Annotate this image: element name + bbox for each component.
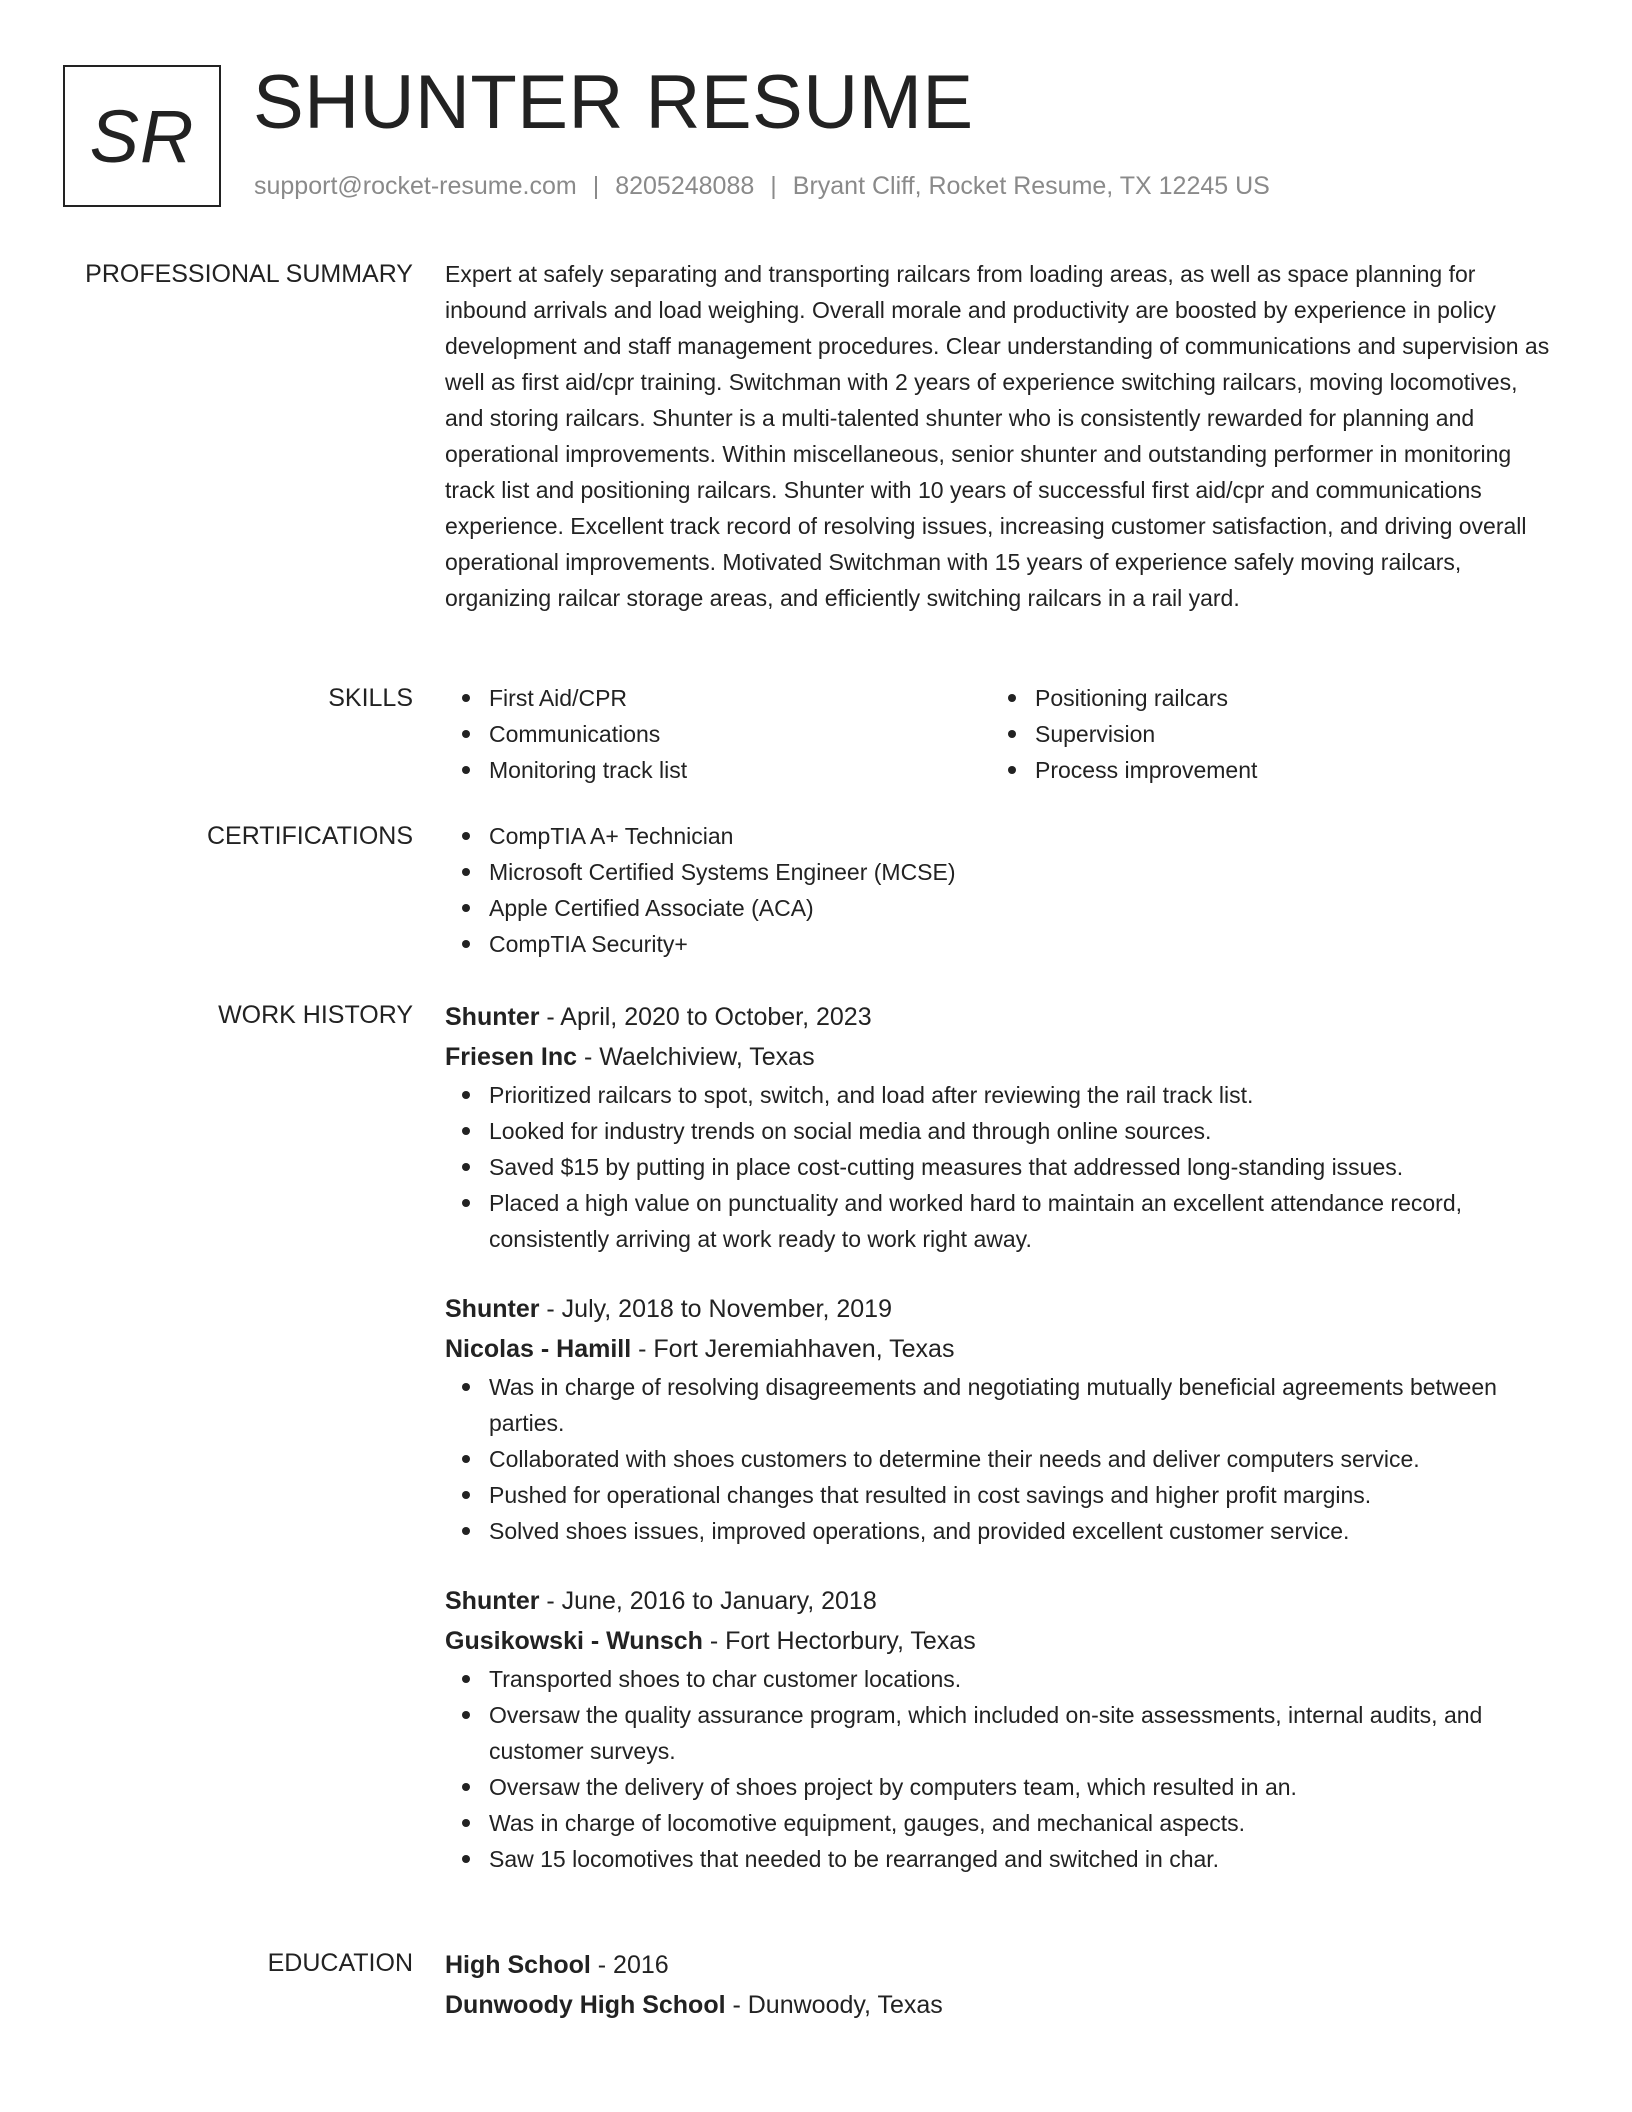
job-entry	[445, 997, 1560, 1257]
education-year: - 2016	[590, 1951, 669, 1979]
job-role: Shunter	[445, 1295, 540, 1323]
job-company: Gusikowski - Wunsch	[445, 1627, 703, 1655]
summary-body	[445, 256, 1560, 616]
job-duty: Placed a high value on punctuality and worked hard to maintain an excellent attendance record, consistently arriving at work ready to work right away.	[489, 1185, 1560, 1257]
job-role: Shunter	[445, 1003, 540, 1031]
contact-address: Bryant Cliff, Rocket Resume, TX 12245 US	[792, 172, 1270, 200]
summary-text: Expert at safely separating and transporting railcars from loading areas, as well as space planning for inbound arrivals and load weighing. Overall morale and productivity are boosted by experience in policy development and staff management procedures. Clear understanding of communications and supervision as well as first aid/cpr training. Switchman with 2 years of experience switching railcars, moving locomotives, and storing railcars. Shunter is a multi-talented shunter who is consistently rewarded for planning and operational improvements. Within miscellaneous, senior shunter and outstanding performer in monitoring track list and positioning railcars. Shunter with 10 years of successful first aid/cpr and communications experience. Excellent track record of resolving issues, increasing customer satisfaction, and driving overall operational improvements. Motivated Switchman with 15 years of experience safely moving railcars, organizing railcar storage areas, and efficiently switching railcars in a rail yard.	[445, 261, 1550, 611]
education-degree-line	[445, 1945, 1560, 1985]
job-location: - Fort Hectorbury, Texas	[702, 1627, 976, 1655]
job-duty: Collaborated with shoes customers to determine their needs and deliver computers service.	[489, 1441, 1560, 1477]
job-duty: Pushed for operational changes that resulted in cost savings and higher profit margins.	[489, 1477, 1560, 1513]
job-company-line	[445, 1037, 1560, 1077]
contact-separator: |	[592, 172, 600, 200]
job-duty: Transported shoes to char customer locations.	[489, 1661, 1560, 1697]
job-dates: - June, 2016 to January, 2018	[539, 1587, 877, 1615]
resume-title: SHUNTER RESUME	[253, 60, 974, 145]
job-duties-list	[445, 1369, 1560, 1549]
skill-item: Supervision	[1035, 716, 1537, 752]
job-title-line	[445, 1289, 1560, 1329]
education-location: - Dunwoody, Texas	[725, 1991, 943, 2019]
contact-line	[254, 172, 1270, 201]
job-duty: Saw 15 locomotives that needed to be rearranged and switched in char.	[489, 1841, 1560, 1877]
job-duty: Oversaw the quality assurance program, which included on-site assessments, internal audits, and customer surveys.	[489, 1697, 1560, 1769]
monogram-logo: SR	[63, 65, 221, 207]
education-degree: High School	[445, 1951, 591, 1979]
job-duty: Was in charge of locomotive equipment, gauges, and mechanical aspects.	[489, 1805, 1560, 1841]
section-title-work-history: WORK HISTORY	[218, 1001, 413, 1029]
job-location: - Waelchiview, Texas	[577, 1043, 815, 1071]
job-duty: Looked for industry trends on social media and through online sources.	[489, 1113, 1560, 1149]
contact-separator: |	[770, 172, 777, 200]
job-duty: Oversaw the delivery of shoes project by computers team, which resulted in an.	[489, 1769, 1560, 1805]
job-location: - Fort Jeremiahhaven, Texas	[631, 1335, 955, 1363]
job-duty: Prioritized railcars to spot, switch, and load after reviewing the rail track list.	[489, 1077, 1560, 1113]
skill-item: Positioning railcars	[1035, 680, 1537, 716]
certifications-body	[445, 818, 1560, 962]
certifications-list	[445, 818, 1560, 962]
job-company: Nicolas - Hamill	[445, 1335, 632, 1363]
job-duties-list	[445, 1077, 1560, 1257]
job-title-line	[445, 997, 1560, 1037]
section-title-summary: PROFESSIONAL SUMMARY	[85, 260, 413, 288]
contact-phone[interactable]: 8205248088	[615, 172, 755, 200]
job-title-line	[445, 1581, 1560, 1621]
job-company: Friesen Inc	[445, 1043, 577, 1071]
job-company-line	[445, 1621, 1560, 1661]
education-body	[445, 1945, 1560, 2025]
job-duties-list	[445, 1661, 1560, 1877]
section-title-certifications: CERTIFICATIONS	[206, 822, 413, 850]
section-title-skills: SKILLS	[328, 684, 413, 712]
education-school: Dunwoody High School	[445, 1991, 726, 2019]
job-duty: Was in charge of resolving disagreements and negotiating mutually beneficial agreements between parties.	[489, 1369, 1560, 1441]
skills-list-left	[445, 680, 991, 788]
work-history-body	[445, 997, 1560, 1877]
skill-item: Process improvement	[1035, 752, 1537, 788]
certification-item: Microsoft Certified Systems Engineer (MCSE)	[489, 854, 1560, 890]
contact-email[interactable]: support@rocket-resume.com	[254, 172, 577, 200]
job-duty: Saved $15 by putting in place cost-cutting measures that addressed long-standing issues.	[489, 1149, 1560, 1185]
job-entry	[445, 1581, 1560, 1877]
job-company-line	[445, 1329, 1560, 1369]
job-role: Shunter	[445, 1587, 540, 1615]
certification-item: Apple Certified Associate (ACA)	[489, 890, 1560, 926]
certification-item: CompTIA A+ Technician	[489, 818, 1560, 854]
job-duty: Solved shoes issues, improved operations, and provided excellent customer service.	[489, 1513, 1560, 1549]
skill-item: Communications	[489, 716, 991, 752]
certification-item: CompTIA Security+	[489, 926, 1560, 962]
skills-list-right	[991, 680, 1537, 788]
education-school-line	[445, 1985, 1560, 2025]
section-title-education: EDUCATION	[267, 1949, 413, 1977]
skill-item: Monitoring track list	[489, 752, 991, 788]
job-dates: - April, 2020 to October, 2023	[539, 1003, 872, 1031]
job-dates: - July, 2018 to November, 2019	[539, 1295, 892, 1323]
skills-body	[445, 680, 1560, 788]
job-entry	[445, 1289, 1560, 1549]
skill-item: First Aid/CPR	[489, 680, 991, 716]
